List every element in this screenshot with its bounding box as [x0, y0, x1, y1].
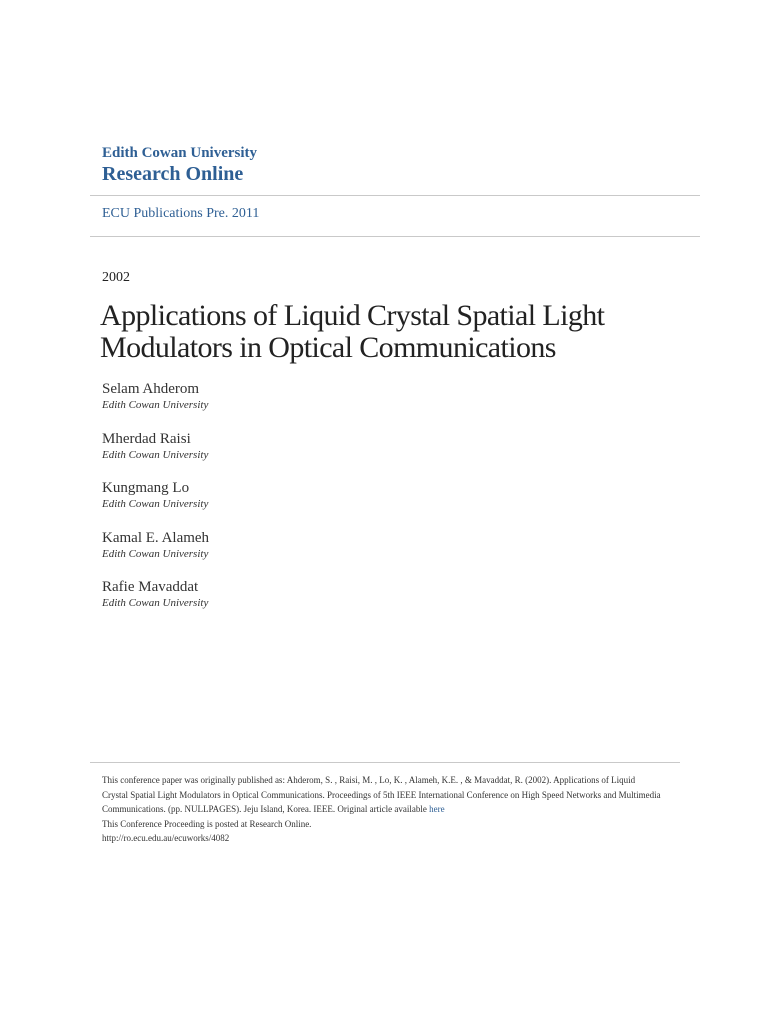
author-entry — [102, 430, 209, 480]
divider — [90, 762, 680, 763]
author-affiliation: Edith Cowan University — [102, 399, 209, 411]
citation-block — [102, 773, 662, 846]
author-entry — [102, 479, 209, 529]
author-affiliation: Edith Cowan University — [102, 448, 209, 461]
author-affiliation: Edith Cowan University — [102, 597, 209, 610]
author-name[interactable]: Rafie Mavaddat — [102, 579, 199, 596]
author-entry — [102, 380, 209, 430]
divider — [90, 236, 700, 237]
author-name[interactable]: Kungmang Lo — [102, 480, 190, 497]
author-entry — [102, 529, 209, 579]
institution-link[interactable]: Edith Cowan University — [102, 145, 258, 161]
collection-link[interactable]: ECU Publications Pre. 2011 — [102, 206, 260, 221]
divider — [90, 195, 700, 196]
repository-link[interactable]: Research Online — [102, 163, 244, 185]
author-affiliation: Edith Cowan University — [102, 547, 209, 560]
author-name[interactable]: Selam Ahderom — [102, 381, 200, 397]
author-entry — [102, 578, 209, 628]
posted-notice: This Conference Proceeding is posted at Research Online. — [102, 818, 312, 829]
author-list — [102, 380, 209, 628]
paper-title-line-1: Applications of Liquid Crystal Spatial Light — [100, 299, 605, 332]
paper-title — [100, 300, 660, 364]
institution-header — [102, 145, 257, 186]
paper-title-line-2: Modulators in Optical Communications — [100, 331, 556, 364]
citation-text — [102, 773, 662, 817]
citation-body: This conference paper was originally published as: Ahderom, S. , Raisi, M. , Lo, K. , Alameh, K.E. , & Mavaddat, R. (2002). Applications of Liquid Crystal Spatial Light Modulators in Optical Communications. Proceedings of 5th IEEE International Conference on High Speed Networks and Multimedia Communications. (pp. NULLPAGES). Jeju Island, Korea. IEEE. Original article available — [102, 775, 661, 814]
author-name[interactable]: Mherdad Raisi — [102, 430, 191, 447]
author-affiliation: Edith Cowan University — [102, 498, 209, 511]
original-article-link[interactable]: here — [429, 804, 445, 814]
publication-year: 2002 — [102, 270, 130, 285]
author-name[interactable]: Kamal E. Alameh — [102, 529, 210, 546]
permalink[interactable]: http://ro.ecu.edu.au/ecuworks/4082 — [102, 833, 230, 843]
